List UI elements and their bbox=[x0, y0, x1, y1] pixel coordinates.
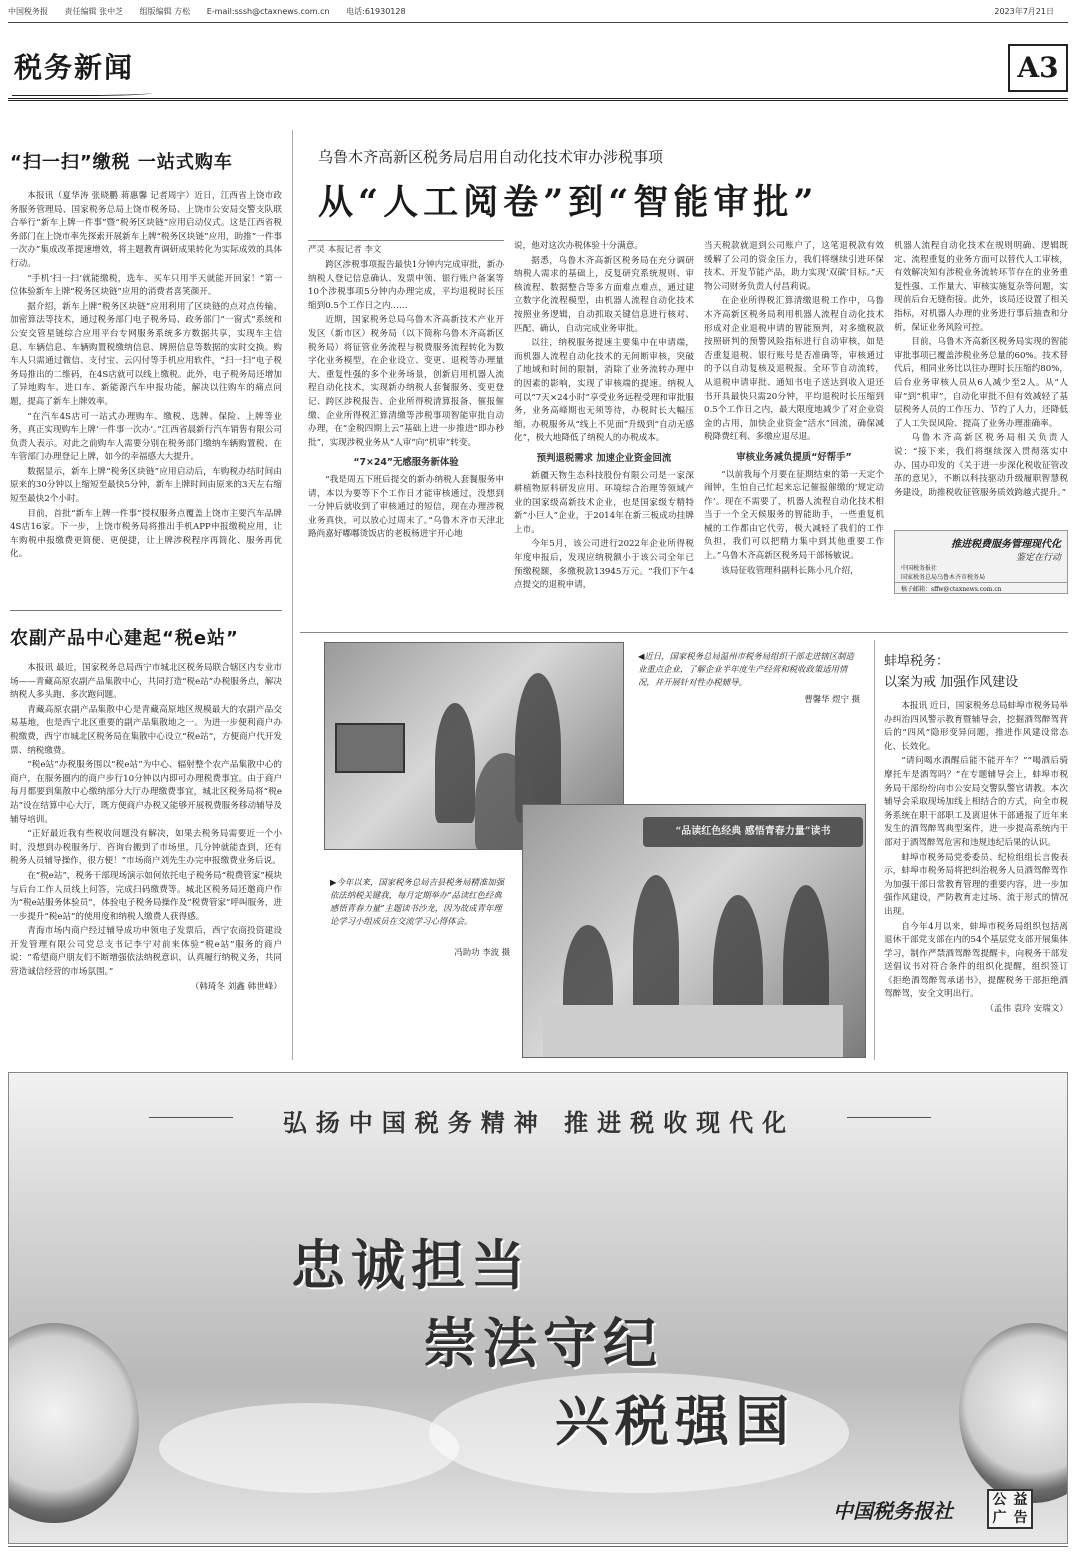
masthead bbox=[8, 6, 1068, 20]
photo-reading-salon bbox=[522, 804, 866, 1058]
lead-subhead: 审核业务减负提质“好帮手” bbox=[736, 451, 852, 463]
service-slogan: 推进税费服务管理现代化 bbox=[951, 539, 1061, 550]
photo-credit: 曹馨华 煜宁 摄 bbox=[804, 694, 860, 704]
paragraph: 据悉，乌鲁木齐高新区税务局在充分调研纳税人需求的基础上，反复研究系统规则、审核流程、数据整合等多方面难点难点，通过建立数字化流程模型，由机器人流程自动化技术按照业务逻辑，自动抓取关键信息进行核对、匹配、确认，自动完成业务审批。 bbox=[514, 255, 694, 334]
story-headline: 以案为戒 加强作风建设 bbox=[884, 675, 1019, 690]
paragraph: 机器人流程自动化技术在规则明确、逻辑既定、流程重复的业务方面可以替代人工审核，有效解决知有涉税业务流转环节存在的业务重复性强、工作量大、审核实施复杂等问题，实现前后台无缝衔接。此外，该局还设置了相关指标，对机器人办理的业务进行事后抽查和分析，保证业务风险可控。 bbox=[894, 241, 1068, 333]
paragraph: 新疆天物生态科技股份有限公司是一家深耕植物原料研发应用、环境综合治理等领域产业的国家级高新技术企业，也是国家级专精特新“小巨人”企业，于2014年在新三板成功挂牌上市。 bbox=[514, 470, 694, 535]
motto-line-3: 兴税强国 bbox=[555, 1390, 795, 1453]
reading-banner-sign: “品读红色经典 感悟青春力量”读书 bbox=[643, 817, 863, 847]
paragraph: 在企业所得税汇算清缴退税工作中，乌鲁木齐高新区税务局利用机器人流程自动化技术形成对企业退税申请的智能预判，对多缴税款按照研判的预警风险指标进行自动审核，如是否重复退税、银行账号是否准确等，审核通过的予以自动复核及退税报。全环节自动流转，从退税申请审批、通知书电子送达到收入退还书开具最快只需20分钟，平均退税时长压缩到0.5个工作日之内，最大限度地减少了对企业资金的占用，加快企业资金“活水”回流，确保减税降费红利、多缴应退尽退。 bbox=[704, 296, 884, 443]
paragraph: 说，他对这次办税体验十分满意。 bbox=[514, 241, 643, 251]
paragraph: 今年5月，该公司进行2022年企业所得税年度申报后，发现应纳税额小于该公司全年已预缴税额，多缴税款13945万元。“我们下午4点提交的退税申请， bbox=[514, 539, 694, 591]
paragraph: “正好最近我有些税收问题没有解决，如果去税务局需要近一个小时，没想到办税服务厅、咨询台搬到了市场里，几分钟就能查到，还有税务人员辅导操作，很方便！”市场商户刘先生办完申报缴费业务后说。 bbox=[10, 829, 282, 867]
paragraph: 在“税e站”，税务干部现场演示如何依托电子税务局“税费管家”模块与后台工作人员线上问答，完成扫码缴费等。城北区税务局还邀商户作为“税e站服务体验员”，体验电子税务局操作及“税费管家”呼叫服务，进一步提升“税e站”的使用度和纳税人缴费人获得感。 bbox=[10, 870, 282, 922]
paragraph: “以前我每个月要在征期结束的第一天定个闹钟，生怕自己忙起来忘记催报催缴的‘规定动作’。现在不需要了，机器人流程自动化技术相当于一个全天候服务的智能助手，一些重复机械的工作都由它代劳，极大减轻了我们的工作负担，我们可以把精力集中到其他重要工作上。”乌鲁木齐高新区税务局干部杨敏说。 bbox=[704, 469, 884, 562]
gongyi-char: 益 bbox=[1013, 1492, 1028, 1508]
lead-headline: 从“人工阅卷”到“智能审批” bbox=[318, 182, 819, 223]
drum-left-icon bbox=[8, 1323, 139, 1523]
masthead-rule bbox=[8, 22, 1068, 23]
publisher-name: 中国税务报社 bbox=[833, 1499, 953, 1523]
drum-right-icon bbox=[959, 1323, 1068, 1503]
photo-caption-2 bbox=[330, 876, 510, 958]
paragraph: 数据显示，新车上牌“税务区块链”应用启动后，车购税办结时间由原来的30分钟以上缩短至最快5分钟，新车上牌时间由原来的3天左右缩短至最快2个小时。 bbox=[10, 466, 282, 505]
story-headline: 农副产品中心建起“税e站” bbox=[10, 628, 239, 649]
gongyi-char: 广 bbox=[992, 1510, 1007, 1526]
story-scan-tax bbox=[10, 148, 282, 563]
gongyi-char: 公 bbox=[992, 1492, 1007, 1508]
story-body bbox=[10, 190, 282, 562]
story-headline: “扫一扫”缴税 一站式购车 bbox=[10, 152, 233, 173]
org-line-2: 国家税务总局乌鲁木齐市税务局 bbox=[901, 574, 986, 581]
story-byline: （韩琦冬 刘鑫 韩世峰） bbox=[190, 981, 282, 992]
banner-slogan: 弘扬中国税务精神 推进税收现代化 bbox=[282, 1109, 796, 1137]
monitor-shape bbox=[335, 723, 405, 773]
story-bengbu bbox=[884, 650, 1068, 1018]
story-body bbox=[10, 662, 282, 994]
paragraph: 目前，乌鲁木齐高新区税务局实现的智能审批事项已覆盖涉税业务总量的60%。技术替代后，相同业务比以往办理时长压缩约80%，后台业务审核人员从6人减少至2人。从“人审”到“机审”，自动化审批不但有效减轻了基层税务人员的工作压力、节约了人力，还降低了人工失误风险、提高了业务办理准确率。 bbox=[894, 337, 1068, 429]
issue-date: 2023年7月21日 bbox=[994, 7, 1054, 16]
story-tax-station bbox=[10, 624, 282, 995]
section-swoosh bbox=[12, 90, 152, 96]
slogan-rule-left bbox=[149, 1117, 233, 1118]
section-rule bbox=[8, 98, 1068, 101]
gongyi-badge bbox=[987, 1489, 1033, 1529]
photo-caption-1 bbox=[638, 650, 860, 705]
story-kicker: 蚌埠税务： bbox=[884, 654, 950, 669]
paragraph: 本报讯 最近，国家税务总局西宁市城北区税务局联合辖区内专业市场——青藏高原农副产品集散中心，共同打造“税e站”办税服务点，解决纳税人多头跑、多次跑问题。 bbox=[10, 663, 282, 701]
paragraph: 乌鲁木齐高新区税务局相关负责人说：“接下来，我们将继续深入贯彻落实中办、国办印发的《关于进一步深化税收征管改革的意见》，不断以科技驱动升级履职智慧税务建设，助推税收征管服务质效跨越式提升。” bbox=[894, 433, 1068, 498]
section-title: 税务新闻 bbox=[14, 51, 135, 84]
paragraph: 本报讯 近日，国家税务总局蚌埠市税务局举办纠治四风警示教育暨辅导会，挖掘酒驾醉驾背后的“四风”隐形变异问题，推进作风建设常态化、长效化。 bbox=[884, 701, 1068, 752]
gongyi-char: 告 bbox=[1013, 1510, 1028, 1526]
lead-col-3 bbox=[704, 240, 884, 579]
paragraph: “手机‘扫一扫’就能缴税，选车、买车只用半天就能开回家！”第一位体验新车上牌“税务区块链”应用的消费者喜笑颜开。 bbox=[10, 273, 282, 298]
person-figure bbox=[435, 703, 475, 823]
paragraph: 以往，纳税服务提速主要集中在申请端，而机器人流程自动化技术的无间断审核，突破了地域和时间的限制，消除了业务流转办理中的因素的影响，实现了审核端的提速。纳税人可以“7天×24小时”享受业务远程受理和审批服务，业务高峰期也无须等待，办税时长大幅压缩，办税服务从“线上不见面”升级到“自动无感化”，极大地降低了纳税人的办税成本。 bbox=[514, 338, 694, 444]
service-logo-box bbox=[894, 530, 1068, 594]
editor: 责任编辑 张中芝 bbox=[64, 7, 124, 16]
story-divider bbox=[10, 610, 282, 611]
paragraph: 该局征收管理科副科长陈小凡介绍， bbox=[721, 565, 859, 576]
lead-subhead: 预判退税需求 加速企业资金回流 bbox=[536, 452, 672, 464]
lead-story-header bbox=[308, 146, 1068, 225]
org-line-1: 中国税务报社 bbox=[901, 565, 938, 572]
paragraph: “我是周五下班后提交的新办纳税人套餐服务申请，本以为要等下个工作日才能审核通过，没想到一分钟后就收到了审核通过的短信，现在办理涉税业务真快，可以放心过周末了。”乌鲁木齐市天津北路尚嘉好嘟嘟烫饭店的老板杨进宇开心地 bbox=[308, 474, 504, 540]
paragraph: 当天税款就退到公司账户了，这笔退税款有效缓解了公司的资金压力，我们将继续引进环保技术、开发节能产品，助力实现‘双碳’目标。”天物公司财务负责人付昌莉说。 bbox=[704, 241, 884, 292]
cloud-shape bbox=[159, 1403, 459, 1493]
paragraph: 目前，首批“新车上牌一件事”授权服务点覆盖上饶市主要汽车品牌4S店16家。下一步，上饶市税务局将推出手机APP申报缴税应用，让车购税申报缴费更简便、更便捷，让上牌涉税程序再简化、服务再优化。 bbox=[10, 508, 282, 560]
paper-name: 中国税务报 bbox=[8, 7, 48, 16]
lead-col-2 bbox=[514, 240, 694, 594]
caption-text: ▶今年以来，国家税务总局吉县税务局精准加强依法纳税关键我，每月定期举办“品读红色经典 感悟青春力量”主题读书沙龙，因为故成青年理论学习小组成员在交流学习心得体会。 bbox=[330, 877, 504, 926]
photo-divider bbox=[300, 632, 1068, 633]
paragraph: “请问喝水酒醒后能不能开车？”“喝酒后骑摩托车是酒驾吗？”在专题辅导会上，蚌埠市税务局干部纷纷向市公安局交警队警官请教。本次辅导会采取现场加线上相结合的方式，向全市税务系统在职干部职工及离退休干部通报了近年来发生的酒驾醉驾典型案件，进一步提高系统内干部对于酒驾醉驾危害和违规违纪后果的认识。 bbox=[884, 756, 1068, 848]
slogan-rule-right bbox=[847, 1117, 931, 1118]
lead-col-1 bbox=[308, 240, 504, 543]
motto-line-2: 崇法守纪 bbox=[423, 1312, 663, 1375]
column-separator bbox=[874, 640, 875, 1060]
paragraph: 近期，国家税务总局乌鲁木齐高新技术产业开发区（新市区）税务局（以下简称乌鲁木齐高新区税务局）将征管业务流程与税费服务流程转化为数字化业务模型，在企业设立、变更、退税等办理量大、重复性强的多个业务场景，创新启用机器人流程自动化技术，实现新办纳税人套餐服务、变更登记、跨区涉税报告、企业所得税清算报备、催报催缴、企业所得税汇算清缴等涉税事项智能审批自动办理，在“金税四期上云”基础上进一步推进“即办秒批”，实现涉税业务从“人审”向“机审”转变。 bbox=[308, 315, 504, 448]
column-separator bbox=[292, 130, 293, 1060]
paragraph: 蚌埠市税务局党委委员、纪检组组长言俊表示，蚌埠市税务局将把纠治税务人员酒驾醉驾作为加强干部日常教育管理的重要内容，进一步加强作风建设，严防教育走过场、流于形式的情况出现。 bbox=[884, 852, 1068, 917]
service-tag: 鉴定在行动 bbox=[1015, 553, 1061, 563]
photo-credit: 冯助功 李波 摄 bbox=[454, 947, 510, 957]
paragraph: 本报讯（夏华涛 张晓鹏 蒋惠馨 记者周宇）近日，江西省上饶市政务服务管理局、国家税务总局上饶市税务局、上饶市公安局交警支队联合举行“新车上牌一件事”暨“税务区块链”应用启动仪式。这是江西省税务部门在上饶市率先探索开展新车上牌“税务区块链”应用，助推“一件事一次办”集成改革提速增效，将主题教育调研成果转化为实际成效的具体行动。 bbox=[10, 191, 282, 269]
person-figure bbox=[633, 875, 679, 1025]
caption-text: ◀近日，国家税务总局温州市税务局组织干部走进辖区制造业重点企业，了解企业半年度生产经营和税收政策适用情况，并开展针对性办税辅导。 bbox=[638, 651, 854, 687]
motto-line-1: 忠诚担当 bbox=[291, 1234, 531, 1297]
contact-email: 稿子邮箱：sffw@ctaxnews.com.cn bbox=[895, 582, 1067, 594]
lead-col-4 bbox=[894, 240, 1068, 593]
email: E-mail:sssh@ctaxnews.com.cn bbox=[206, 7, 330, 16]
paragraph: 自今年4月以来，蚌埠市税务局组织包括离退休干部党支部在内的54个基层党支部开展集体学习，制作严禁酒驾醉驾提醒卡，向税务干部发送倡议书对符合条件的组织化提醒，组织签订《拒绝酒驾醉驾承诺书》，提醒税务干部拒绝酒驾醉驾，安全文明出行。 bbox=[884, 921, 1068, 1000]
designer: 组版编辑 方松 bbox=[139, 7, 191, 16]
page-number: A3 bbox=[1008, 44, 1068, 92]
lead-kicker: 乌鲁木齐高新区税务局启用自动化技术审办涉税事项 bbox=[318, 148, 664, 166]
story-byline: （孟伟 袁玲 安瑞文） bbox=[985, 1004, 1068, 1015]
paragraph: “在汽车4S店可一站式办理购车、缴税、选牌、保险、上牌等业务，真正实现购车上牌‘一件事一次办’。”江西省晨新行汽车销售有限公司负责人表示。对此之前购车人需要分别在税务部门缴纳车辆购置税、在车管部门办理登记上牌，如今的幸福感大大提升。 bbox=[10, 411, 282, 463]
paragraph: 据介绍，新车上牌“税务区块链”应用利用了区块链的点对点传输、加密算法等技术，通过税务部门电子税务局、政务部门“一窗式”系统和公安交管星链综合应用平台专网服务系统多方数据共享，实现车主信息、车辆信息、车辆购置税缴纳信息、牌照信息等数据的实时交换。购车人只需通过微信、支付宝、云闪付等手机应用软件，“扫一扫”电子税务局推出的二维码，在4S店就可以线上缴税。此外，电子税务局还增加了异地购车、进口车、新能源汽车申报功能，解决以往购车的痛点问题，提高了新车上牌效率。 bbox=[10, 301, 282, 407]
section-header bbox=[8, 40, 1068, 102]
paragraph: 青海市场内商户经过辅导成功申领电子发票后，西宁农商投资建设开发管理有限公司党总支书记李宁对前来体验“税e站”服务的商户说：“希望商户朋友们不断增强依法纳税意识，认真履行纳税义务，共同营造诚信经营的市场氛围。” bbox=[10, 926, 282, 978]
paragraph: 跨区涉税事项报告最快1分钟内完成审批，新办纳税人登记信息确认、发票申领、银行账户备案等10个涉税事项5分钟内办理完成，平均退税时长压缩到0.5个工作日之内…… bbox=[308, 260, 504, 311]
bottom-rule bbox=[8, 1546, 1068, 1547]
paragraph: “税e站”办税服务围以“税e站”为中心、辐射整个农产品集散中心的商户，在服务圈内的商户步行10分钟以内即可办理税费事宜。由于商户每月都要到集散中心缴纳部分大厅办理缴费事宜，城北区税务局将“税e站”设在结算中心大厅，既方便商户办税又能够开展税费服务移动辅导及辅导培训。 bbox=[10, 760, 282, 825]
public-service-banner bbox=[8, 1072, 1068, 1544]
phone: 电话:61930128 bbox=[346, 7, 406, 16]
paragraph: 青藏高原农副产品集散中心是青藏高原地区规模最大的农副产品交易基地，也是西宁北区重要的副产品集散地之一。为进一步便利商户办税缴费，西宁市城北区税务局在集散中心设立“税e站”，方便商户代开发票、纳税缴费。 bbox=[10, 704, 282, 756]
lead-byline: 严灵 本报记者 李文 bbox=[308, 240, 504, 255]
lead-subhead: “7×24”无感服务新体验 bbox=[353, 457, 459, 469]
table-shape bbox=[543, 1005, 843, 1058]
